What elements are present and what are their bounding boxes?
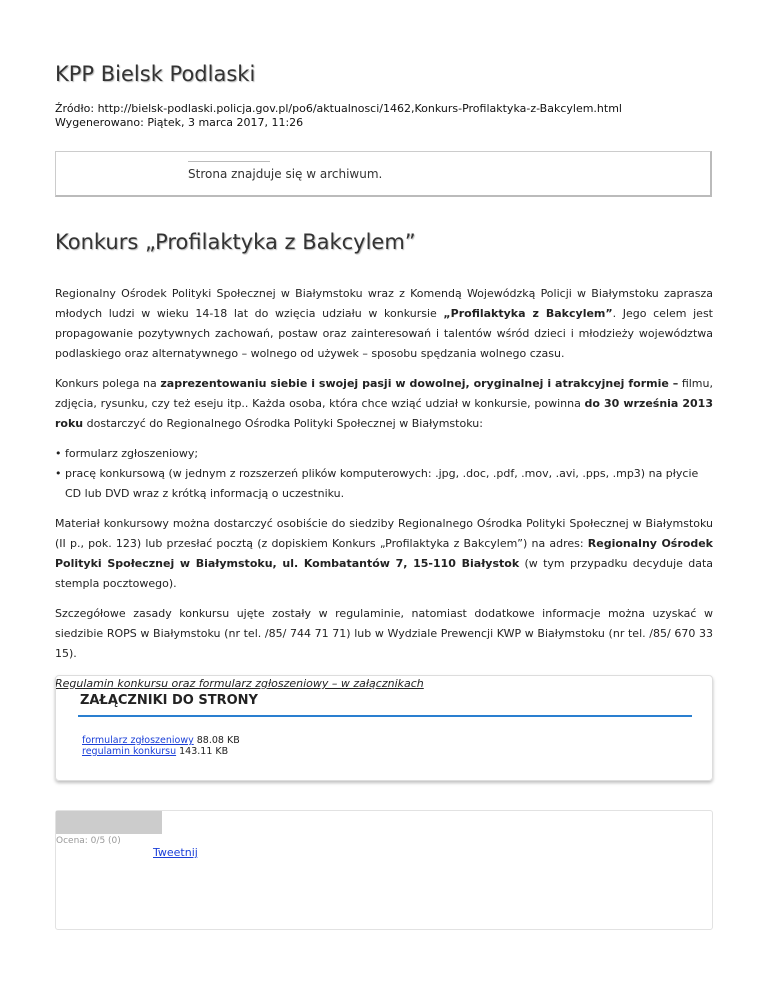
bullet-icon: • <box>55 447 62 460</box>
archive-divider <box>188 161 270 162</box>
attachments-divider <box>78 715 692 717</box>
print-meta <box>55 102 622 130</box>
list-item-text: pracę konkursową (w jednym z rozszerzeń plików komputerowych: .jpg, .doc, .pdf, .mov, .avi, .pps, .mp3) na płycie CD lub DVD wraz z krótką informacją o uczestniku. <box>65 467 699 500</box>
list-item-text: formularz zgłoszeniowy; <box>65 447 199 460</box>
attachment-size: 143.11 KB <box>179 746 229 757</box>
attachment-item <box>82 746 240 757</box>
generated-date: Wygenerowano: Piątek, 3 marca 2017, 11:26 <box>55 116 304 129</box>
archive-notice-box <box>55 151 712 197</box>
site-title: KPP Bielsk Podlaski <box>55 62 256 86</box>
text: Materiał konkursowy można dostarczyć osobiście do siedziby Regionalnego Ośrodka Polityki Społecznej w Białymstoku (II p., pok. 123) lub przesłać pocztą (z dopiskiem Konkurs „Profilaktyka z Bakcylem”) na adres: <box>55 517 713 550</box>
text: dostarczyć do Regionalnego Ośrodka Polityki Społecznej w Białymstoku: <box>83 417 483 430</box>
rating-widget[interactable] <box>56 811 162 834</box>
text: Konkurs polega na <box>55 377 161 390</box>
article-body <box>55 284 713 704</box>
source-url: Źródło: http://bielsk-podlaski.policja.gov.pl/po6/aktualnosci/1462,Konkurs-Profilaktyka-z-Bakcylem.html <box>55 102 622 115</box>
attachments-box <box>55 675 713 781</box>
rating-box <box>55 810 713 930</box>
attachment-item <box>82 735 240 746</box>
tweet-link[interactable]: Tweetnij <box>153 846 198 859</box>
attachment-size: 88.08 KB <box>196 735 240 746</box>
archive-notice: Strona znajduje się w archiwum. <box>188 167 383 181</box>
text: (w tym przypadku decyduje data stempla pocztowego). <box>55 557 713 590</box>
paragraph-intro <box>55 284 713 364</box>
address: Regionalny Ośrodek Polityki Społecznej w Białymstoku, ul. Kombatantów 7, 15-110 Białystok <box>55 537 713 570</box>
attachments-heading: ZAŁĄCZNIKI DO STRONY <box>80 693 258 708</box>
attachments-link[interactable]: Regulamin konkursu oraz formularz zgłoszeniowy – w załącznikach <box>55 677 424 690</box>
emphasis: zaprezentowaniu siebie i swojej pasji w dowolnej, oryginalnej i atrakcyjnej formie – <box>160 377 679 390</box>
deadline: do 30 września 2013 roku <box>55 397 713 430</box>
requirements-list <box>55 444 713 504</box>
text: . Jego celem jest propagowanie pozytywnych zachowań, postaw oraz zainteresowań i talentów wśród dzieci i młodzieży województwa podlaskiego oraz alternatywnego – wolnego od używek – sposobu spędzania wolnego czasu. <box>55 307 713 360</box>
paragraph-details: Szczegółowe zasady konkursu ujęte zostały w regulaminie, natomiast dodatkowe informacje można uzyskać w siedzibie ROPS w Białymstoku (nr tel. /85/ 744 71 71) lub w Wydziale Prewencji KWP w Białymstoku (nr tel. /85/ 670 33 15). <box>55 607 713 660</box>
attachments-list <box>82 735 240 757</box>
paragraph-delivery <box>55 514 713 594</box>
text: Regionalny Ośrodek Polityki Społecznej w Białymstoku wraz z Komendą Wojewódzką Policji w Białymstoku zaprasza młodych ludzi w wieku 14-18 lat do wzięcia udziału w konkursie <box>55 287 713 320</box>
list-item <box>55 444 713 464</box>
rating-label: Ocena: 0/5 (0) <box>56 836 121 846</box>
bullet-icon: • <box>55 467 62 480</box>
contest-name: „Profilaktyka z Bakcylem” <box>443 307 613 320</box>
attachment-link-rules[interactable]: regulamin konkursu <box>82 746 177 757</box>
list-item <box>55 464 713 504</box>
paragraph-rules <box>55 374 713 434</box>
attachment-link-form[interactable]: formularz zgłoszeniowy <box>82 735 194 746</box>
article-title: Konkurs „Profilaktyka z Bakcylem” <box>55 230 416 254</box>
text: filmu, zdjęcia, rysunku, czy też eseju itp.. Każda osoba, która chce wziąć udział w konkursie, powinna <box>55 377 713 410</box>
